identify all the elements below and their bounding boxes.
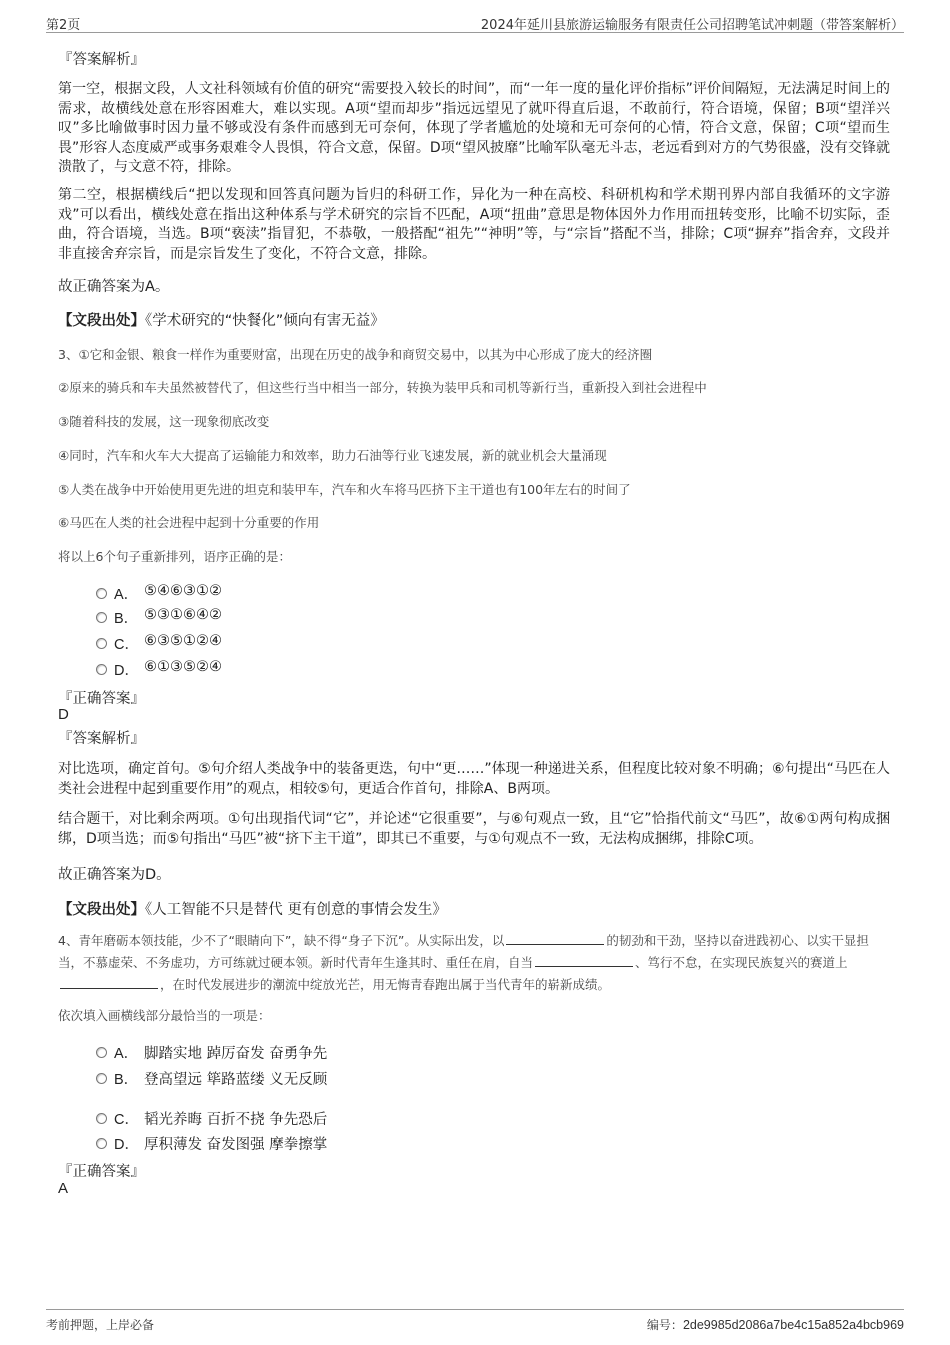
radio-icon[interactable] (96, 1138, 107, 1149)
q3-sentence-4: ④同时，汽车和火车大大提高了运输能力和效率，助力石油等行业飞速发展，新的就业机会大量涌现 (58, 448, 607, 463)
q3-source-text: 《人工智能不只是替代 更有创意的事情会发生》 (145, 902, 447, 918)
q3-analysis-para-1: 对比选项，确定首句。⑤句介绍人类战争中的装备更迭，句中“更……”体现一种递进关系，但程度比较对象不明确；⑥句提出“马匹在人类社会进程中起到重要作用”的观点，相较⑤句，更适合作首句，排除A、B两项。 (58, 761, 890, 797)
radio-icon[interactable] (96, 1073, 107, 1084)
q3-conclusion: 故正确答案为D。 (58, 867, 171, 883)
q3-correct-label: 『正确答案』 (58, 691, 145, 707)
footer-code (647, 1316, 904, 1333)
q2-conclusion: 故正确答案为A。 (58, 279, 170, 295)
q4-blank-2 (535, 954, 633, 967)
page-header (46, 12, 904, 33)
q2-source-text: 《学术研究的“快餐化”倾向有害无益》 (145, 313, 385, 329)
footer-code-value: 2de9985d2086a7be4c15a852a4bcb969 (682, 1318, 904, 1332)
q3-sentence-3: ③随着科技的发展，这一现象彻底改变 (58, 414, 270, 429)
document-title: 2024年延川县旅游运输服务有限责任公司招聘笔试冲刺题（带答案解析） (480, 18, 904, 33)
radio-icon[interactable] (96, 612, 107, 623)
q3-source-label: 【文段出处】 (58, 902, 145, 918)
q2-analysis-label: 『答案解析』 (58, 52, 145, 68)
q3-analysis-label: 『答案解析』 (58, 731, 145, 747)
q4-correct-label: 『正确答案』 (58, 1164, 145, 1180)
radio-icon[interactable] (96, 1113, 107, 1124)
q4-stem: 4、青年磨砺本领技能，少不了“眼睛向下”，缺不得“身子下沉”。从实际出发，以 的韧劲和干劲，坚持以奋进践初心、以实干显担当，不慕虚荣、不务虚功，方可练就过硬本领。新时代青年生逢其时、重任在肩，自当 、笃行不怠，在实现民族复兴的赛道上，在时代发展进步的潮流中绽放光芒，用无悔青春跑出属于当代青年的崭新成绩。 (58, 933, 869, 992)
radio-icon[interactable] (96, 1047, 107, 1058)
page-number: 第2页 (46, 18, 81, 33)
q4-blank-1 (506, 932, 604, 945)
q3-sentence-1: 3、①它和金银、粮食一样作为重要财富，出现在历史的战争和商贸交易中，以其为中心形成了庞大的经济圈 (58, 347, 653, 362)
footer-slogan: 考前押题，上岸必备 (46, 1318, 155, 1332)
q3-prompt: 将以上6个句子重新排列，语序正确的是： (58, 549, 291, 564)
q3-sentence-2: ②原来的骑兵和车夫虽然被替代了，但这些行当中相当一部分，转换为装甲兵和司机等新行当，重新投入到社会进程中 (58, 380, 707, 395)
q2-source (58, 309, 385, 330)
radio-icon[interactable] (96, 638, 107, 649)
footer-code-label: 编号： (646, 1318, 683, 1332)
q2-analysis-para-2: 第二空，根据横线后“把以发现和回答真问题为旨归的科研工作，异化为一种在高校、科研机构和学术期刊界内部自我循环的文字游戏”可以看出，横线处意在指出这种体系与学术研究的宗旨不匹配，A项“扭曲”意思是物体因外力作用而扭转变形，比喻不切实际，歪曲，符合语境，当选。B项“亵渎”指冒犯，不恭敬，一般搭配“祖先”“神明”等，与“宗旨”搭配不当，排除；C项“摒弃”指舍弃，文段并非直接舍弃宗旨，而是宗旨发生了变化，不符合文意，排除。 (58, 187, 890, 262)
q3-source (58, 898, 447, 919)
q2-source-label: 【文段出处】 (58, 313, 145, 329)
radio-icon[interactable] (96, 664, 107, 675)
radio-icon[interactable] (96, 588, 107, 599)
q4-correct-value: A (58, 1180, 69, 1197)
q3-sentence-5: ⑤人类在战争中开始使用更先进的坦克和装甲车，汽车和火车将马匹挤下主干道也有100年左右的时间了 (58, 482, 631, 497)
q3-sentence-6: ⑥马匹在人类的社会进程中起到十分重要的作用 (58, 515, 320, 530)
q3-correct-value: D (58, 706, 69, 723)
page-footer (46, 1309, 904, 1334)
q4-blank-3 (60, 976, 158, 989)
q3-analysis-para-2: 结合题干，对比剩余两项。①句出现指代词“它”，并论述“它很重要”，与⑥句观点一致，且“它”恰指代前文“马匹”，故⑥①两句构成捆绑，D项当选；而⑤句指出“马匹”被“挤下主干道”，即其已不重要，与①句观点不一致，无法构成捆绑，排除C项。 (58, 811, 890, 847)
q2-analysis-para-1: 第一空，根据文段，人文社科领域有价值的研究“需要投入较长的时间”，而“一年一度的量化评价指标”评价间隔短，无法满足时间上的需求，故横线处意在形容困难大，难以实现。A项“望而却步”指远远望见了就吓得直后退，不敢前行，符合语境，保留；B项“望洋兴叹”多比喻做事时因力量不够或没有条件而感到无可奈何，体现了学者尴尬的处境和无可奈何的心情，符合文意，保留；C项“望而生畏”形容人态度威严或事务艰难令人畏惧，符合文意，保留。D项“望风披靡”比喻军队毫无斗志，老远看到对方的气势很盛，没有交锋就溃散了，与文意不符，排除。 (58, 81, 890, 175)
q4-prompt: 依次填入画横线部分最恰当的一项是： (58, 1008, 271, 1023)
